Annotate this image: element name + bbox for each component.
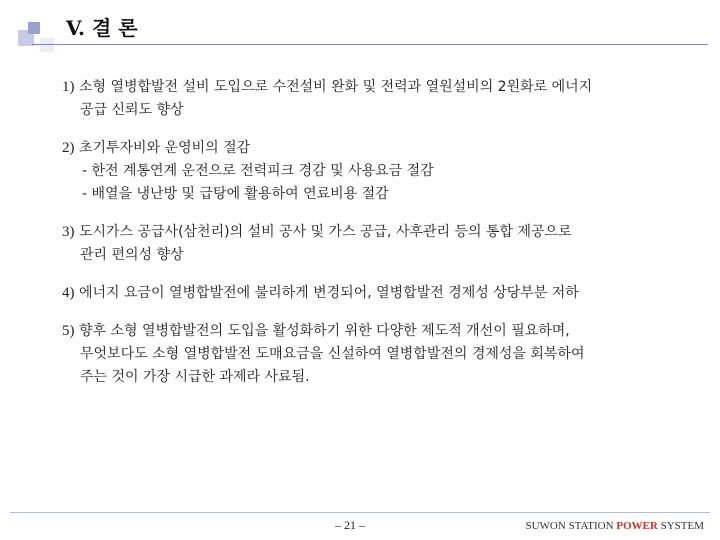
footer-brand-text: SYSTEM — [657, 520, 704, 532]
item-line — [62, 221, 702, 244]
item-subpoint: - 배열을 냉난방 및 급탕에 활용하여 연료비용 절감 — [82, 186, 389, 202]
item-text: 공급 신뢰도 향상 — [80, 102, 184, 118]
item-text: 소형 열병합발전 설비 도입으로 수전설비 완화 및 전력과 열원설비의 2원화로 에너지 — [78, 79, 593, 95]
item-number: 3) — [62, 224, 75, 240]
footer-brand-accent: POWER — [616, 520, 658, 532]
item-number: 5) — [62, 323, 75, 339]
footer-brand — [525, 520, 704, 532]
item-line — [62, 282, 702, 305]
page-number: – 21 – — [335, 518, 365, 532]
item-subpoint: - 한전 계통연계 운전으로 전력피크 경감 및 사용요금 절감 — [82, 163, 434, 179]
item-line — [62, 137, 702, 160]
list-item — [62, 137, 702, 206]
footer-brand-text: SUWON STATION — [525, 520, 617, 532]
item-line — [62, 320, 702, 343]
item-line — [62, 76, 702, 99]
decorative-square — [28, 22, 40, 34]
item-text: 초기투자비와 운영비의 절감 — [78, 140, 251, 156]
item-text: 무엇보다도 소형 열병합발전 도매요금을 신설하여 열병합발전의 경제성을 회복하여 — [80, 346, 585, 362]
item-number: 2) — [62, 140, 75, 156]
title-divider — [32, 44, 708, 45]
footer-divider — [10, 512, 710, 513]
item-text: 향후 소형 열병합발전의 도입을 활성화하기 위한 다양한 제도적 개선이 필요하며, — [78, 323, 570, 339]
item-text: 관리 편의성 향상 — [80, 247, 184, 263]
page-title: V. 결 론 — [66, 16, 138, 40]
item-text: 도시가스 공급사(삼천리)의 설비 공사 및 가스 공급, 사후관리 등의 통합 제공으로 — [78, 224, 572, 240]
list-item — [62, 221, 702, 267]
list-item — [62, 76, 702, 122]
conclusion-list — [62, 76, 702, 389]
list-item — [62, 320, 702, 389]
item-text: 주는 것이 가장 시급한 과제라 사료됨. — [80, 369, 310, 385]
list-item — [62, 282, 702, 305]
item-number: 1) — [62, 79, 75, 95]
item-number: 4) — [62, 285, 75, 301]
decorative-square — [40, 38, 54, 52]
item-text: 에너지 요금이 열병합발전에 불리하게 변경되어, 열병합발전 경제성 상당부분 저하 — [78, 285, 579, 301]
